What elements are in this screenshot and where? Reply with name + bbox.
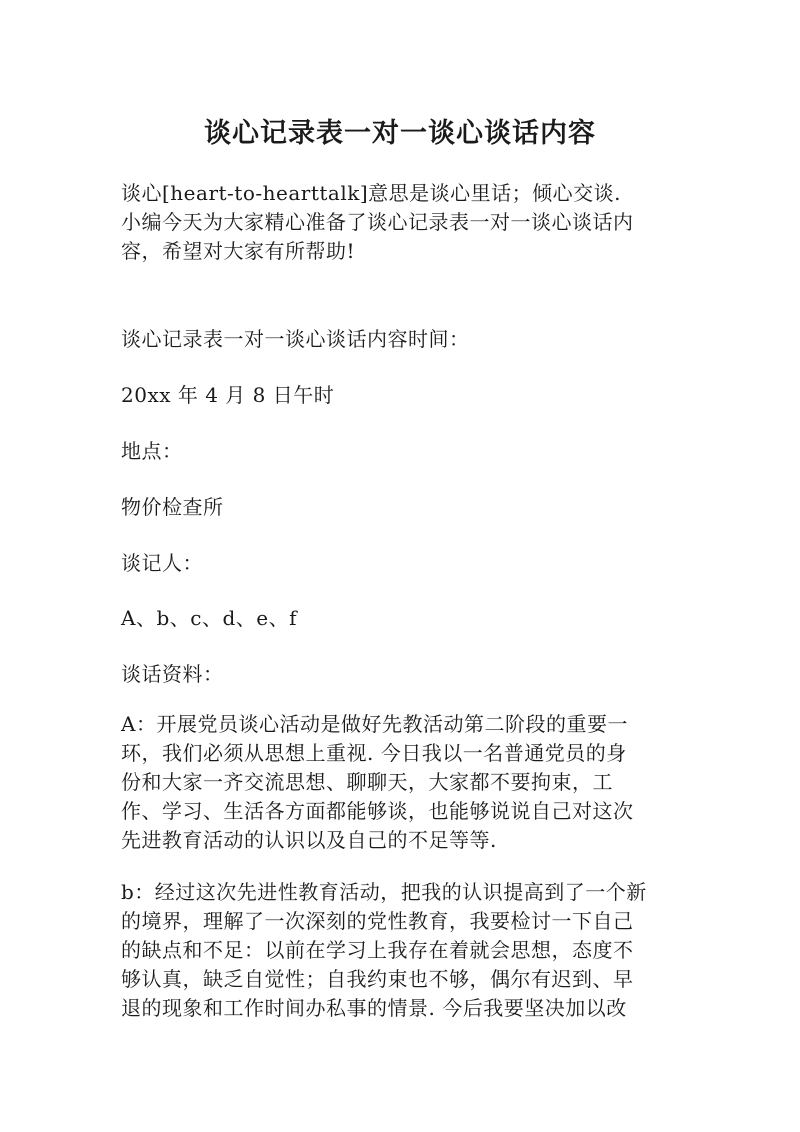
- paragraph-b-line: 的境界，理解了一次深刻的党性教育，我要检讨一下自己: [121, 909, 634, 933]
- interviewer-value: A、b、c、d、e、f: [121, 606, 297, 630]
- paragraph-b: [121, 878, 666, 1023]
- document-title: 谈心记录表一对一谈心谈话内容: [204, 118, 596, 149]
- intro-line: 容，希望对大家有所帮助!: [121, 239, 356, 263]
- intro-line: 谈心[heart-to-hearttalk]意思是谈心里话；倾心交谈.: [121, 181, 622, 205]
- paragraph-a: [121, 710, 666, 855]
- intro-line: 小编今天为大家精心准备了谈心记录表一对一谈心谈话内: [121, 210, 634, 234]
- paragraph-a-line: 作、学习、生活各方面都能够谈，也能够说说自己对这次: [121, 799, 634, 823]
- intro-paragraph: [121, 179, 666, 266]
- paragraph-a-line: 先进教育活动的认识以及自己的不足等等.: [121, 828, 497, 852]
- time-value: 20xx 年 4 月 8 日午时: [121, 383, 335, 407]
- paragraph-a-line: A：开展党员谈心活动是做好先教活动第二阶段的重要一: [121, 712, 628, 736]
- paragraph-a-line: 份和大家一齐交流思想、聊聊天，大家都不要拘束，工: [121, 770, 613, 794]
- place-value: 物价检查所: [121, 495, 224, 519]
- content-label: 谈话资料：: [121, 662, 224, 686]
- interviewer-label: 谈记人：: [121, 551, 203, 575]
- paragraph-b-line: 够认真，缺乏自觉性；自我约束也不够，偶尔有迟到、早: [121, 967, 634, 991]
- paragraph-a-line: 环，我们必须从思想上重视. 今日我以一名普通党员的身: [121, 741, 627, 765]
- paragraph-b-line: b：经过这次先进性教育活动，把我的认识提高到了一个新: [121, 880, 647, 904]
- place-label: 地点：: [121, 439, 183, 463]
- paragraph-b-line: 退的现象和工作时间办私事的情景. 今后我要坚决加以改: [121, 996, 627, 1020]
- time-label: 谈心记录表一对一谈心谈话内容时间：: [121, 327, 470, 351]
- paragraph-b-line: 的缺点和不足：以前在学习上我存在着就会思想，态度不: [121, 938, 634, 962]
